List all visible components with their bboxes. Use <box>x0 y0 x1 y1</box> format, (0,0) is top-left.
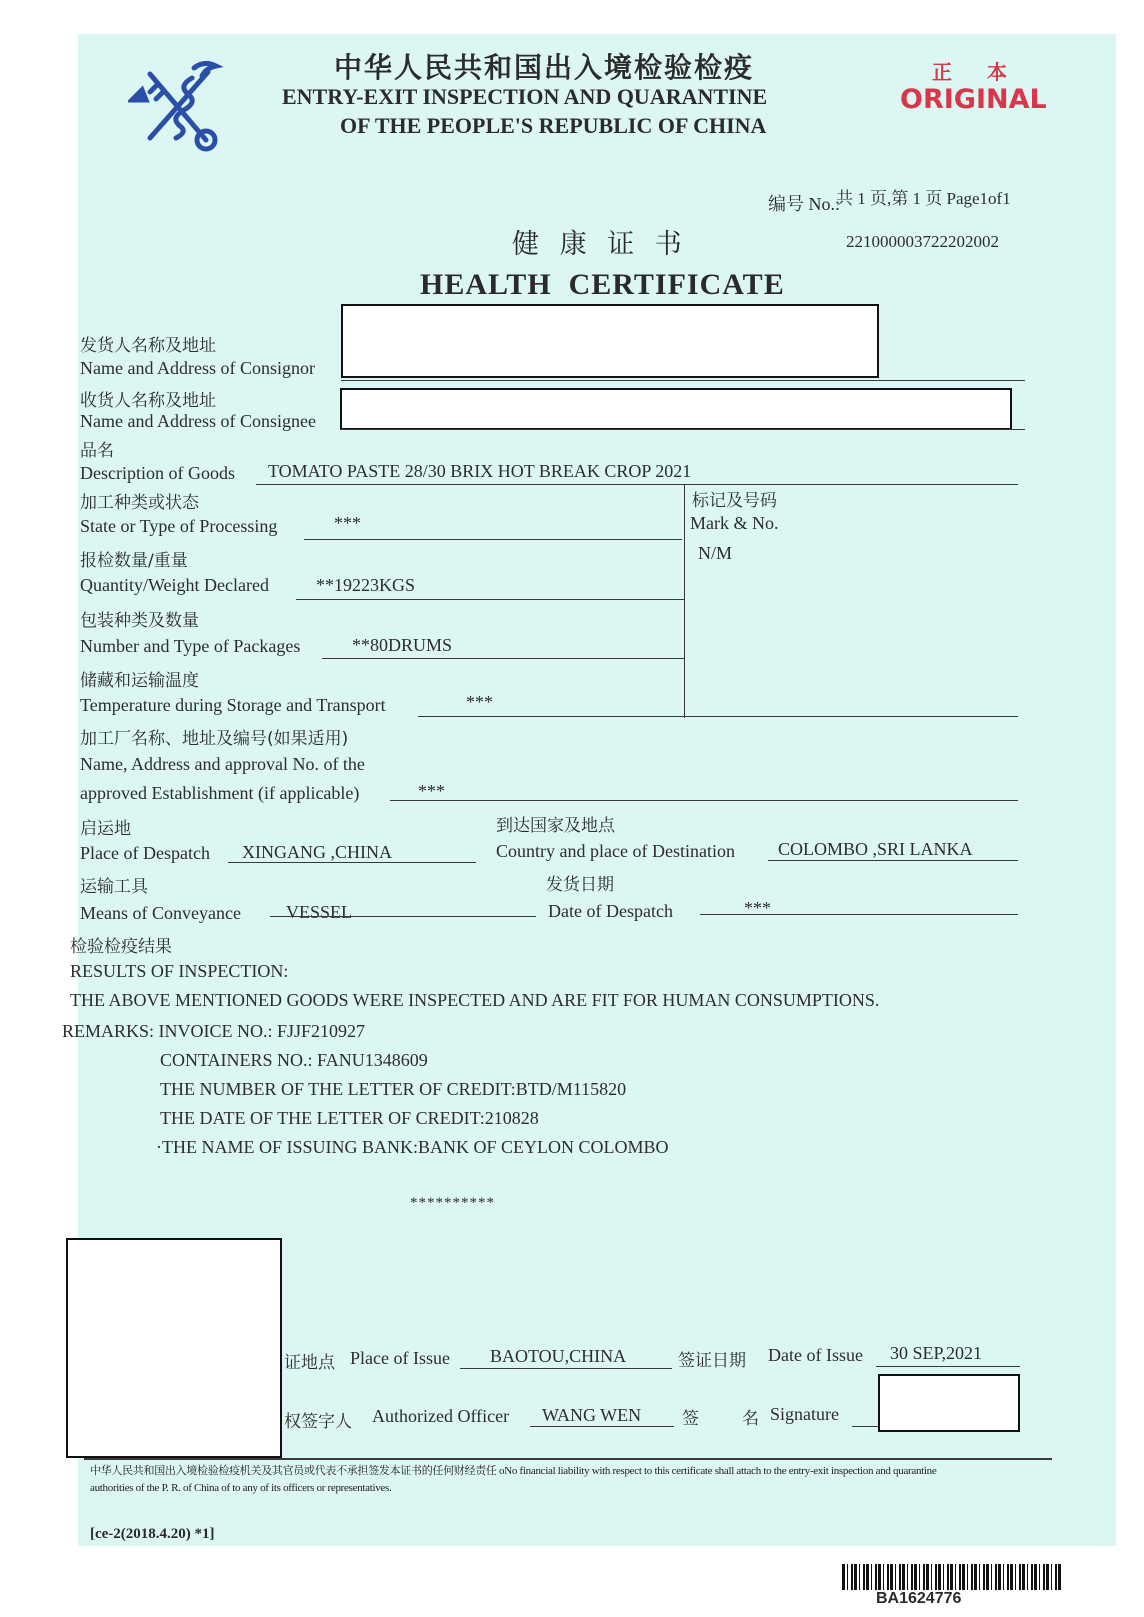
consignor-label-en: Name and Address of Consignor <box>80 358 315 378</box>
conveyance-label-en: Means of Conveyance <box>80 903 241 923</box>
processing-label-en: State or Type of Processing <box>80 516 278 536</box>
remarks-line-2: CONTAINERS NO.: FANU1348609 <box>160 1050 428 1070</box>
goods-label-cn: 品名 <box>80 441 114 461</box>
results-end-stars: ********** <box>410 1195 495 1211</box>
despatch-date-value: *** <box>744 898 771 918</box>
authority-title-en-1: ENTRY-EXIT INSPECTION AND QUARANTINE <box>282 84 768 109</box>
disclaimer-line-2: authorities of the P. R. of China of to any of its officers or representatives. <box>90 1482 392 1494</box>
barcode <box>842 1564 1062 1590</box>
signature-redaction <box>878 1374 1020 1432</box>
remarks-line-3: THE NUMBER OF THE LETTER OF CREDIT:BTD/M115820 <box>160 1079 627 1099</box>
disclaimer-line-1: 中华人民共和国出入境检验检疫机关及其官员或代表不承担签发本证书的任何财经责任 oNo financial liability with respect to this certificate shall attach to the entry-exit inspection and quarantine <box>90 1465 937 1477</box>
authority-title-en-2: OF THE PEOPLE'S REPUBLIC OF CHINA <box>340 113 767 138</box>
establishment-label-en-1: Name, Address and approval No. of the <box>80 754 365 774</box>
caduceus-key-logo <box>128 60 228 156</box>
despatch-place-label-cn: 启运地 <box>80 819 131 839</box>
conveyance-label-cn: 运输工具 <box>80 877 148 897</box>
signature-label-en: Signature <box>770 1404 839 1424</box>
processing-value: *** <box>334 513 361 533</box>
authority-title-cn: 中华人民共和国出入境检验检疫 <box>334 51 755 84</box>
mark-value: N/M <box>698 543 733 563</box>
processing-label-cn: 加工种类或状态 <box>80 493 199 513</box>
original-stamp-cn: 正 本 <box>932 60 1021 84</box>
consignee-label-cn: 收货人名称及地址 <box>80 391 216 411</box>
page-count: 共 1 页,第 1 页 Page1of1 <box>836 189 1011 208</box>
issue-date-value: 30 SEP,2021 <box>890 1343 983 1363</box>
form-code: [ce-2(2018.4.20) *1] <box>90 1526 215 1542</box>
results-heading: RESULTS OF INSPECTION: <box>70 961 289 981</box>
despatch-date-label-en: Date of Despatch <box>548 901 673 921</box>
certificate-number: 221000003722202002 <box>846 232 999 251</box>
issue-place-value: BAOTOU,CHINA <box>490 1346 627 1366</box>
signature-label-cn-2: 名 <box>742 1409 759 1429</box>
consignor-label-cn: 发货人名称及地址 <box>80 336 216 356</box>
issue-date-label-en: Date of Issue <box>768 1345 863 1365</box>
destination-label-cn: 到达国家及地点 <box>496 816 615 836</box>
despatch-place-value: XINGANG ,CHINA <box>242 842 392 862</box>
issue-date-label-cn: 签证日期 <box>678 1351 746 1371</box>
results-statement: THE ABOVE MENTIONED GOODS WERE INSPECTED AND ARE FIT FOR HUMAN CONSUMPTIONS. <box>70 990 880 1010</box>
temp-label-en: Temperature during Storage and Transport <box>80 695 386 715</box>
original-stamp-en: ORIGINAL <box>900 84 1047 115</box>
serial-number: BA1624776 <box>876 1590 962 1607</box>
officer-value: WANG WEN <box>542 1405 642 1425</box>
despatch-place-label-en: Place of Despatch <box>80 843 210 863</box>
temp-value: *** <box>466 692 493 712</box>
quantity-label-cn: 报检数量/重量 <box>80 551 188 571</box>
doc-title-cn: 健 康 证 书 <box>512 229 688 260</box>
establishment-label-en-2: approved Establishment (if applicable) <box>80 783 360 803</box>
establishment-value: *** <box>418 781 445 801</box>
destination-label-en: Country and place of Destination <box>496 841 735 861</box>
goods-value: TOMATO PASTE 28/30 BRIX HOT BREAK CROP 2021 <box>268 461 692 481</box>
quantity-value: **19223KGS <box>316 575 416 595</box>
issue-place-label-en: Place of Issue <box>350 1348 450 1368</box>
signature-label-cn-1: 签 <box>682 1409 699 1429</box>
doc-title-en: HEALTH CERTIFICATE <box>420 268 785 301</box>
remarks-line-4: THE DATE OF THE LETTER OF CREDIT:210828 <box>160 1108 539 1128</box>
mark-label-en: Mark & No. <box>690 513 779 533</box>
issue-place-label-cn: 证地点 <box>284 1353 335 1373</box>
results-label-cn: 检验检疫结果 <box>70 937 172 957</box>
official-stamp-redaction <box>66 1238 282 1458</box>
conveyance-value: VESSEL <box>286 902 353 922</box>
despatch-date-label-cn: 发货日期 <box>546 875 614 895</box>
quantity-label-en: Quantity/Weight Declared <box>80 575 269 595</box>
mark-label-cn: 标记及号码 <box>692 491 777 511</box>
consignee-label-en: Name and Address of Consignee <box>80 411 316 431</box>
officer-label-cn: 权签字人 <box>284 1412 352 1432</box>
temp-label-cn: 储藏和运输温度 <box>80 671 199 691</box>
remarks-line-5: ·THE NAME OF ISSUING BANK:BANK OF CEYLON COLOMBO <box>156 1137 669 1157</box>
packages-value: **80DRUMS <box>352 635 453 655</box>
consignee-redaction <box>340 388 1012 430</box>
goods-label-en: Description of Goods <box>80 463 235 483</box>
destination-value: COLOMBO ,SRI LANKA <box>778 839 973 859</box>
establishment-label-cn: 加工厂名称、地址及编号(如果适用) <box>80 729 349 749</box>
officer-label-en: Authorized Officer <box>372 1406 510 1426</box>
packages-label-cn: 包装种类及数量 <box>80 611 199 631</box>
number-label: 编号 No.: <box>768 194 840 214</box>
remarks-line-1: REMARKS: INVOICE NO.: FJJF210927 <box>62 1021 366 1041</box>
packages-label-en: Number and Type of Packages <box>80 636 301 656</box>
consignor-redaction <box>341 304 879 378</box>
